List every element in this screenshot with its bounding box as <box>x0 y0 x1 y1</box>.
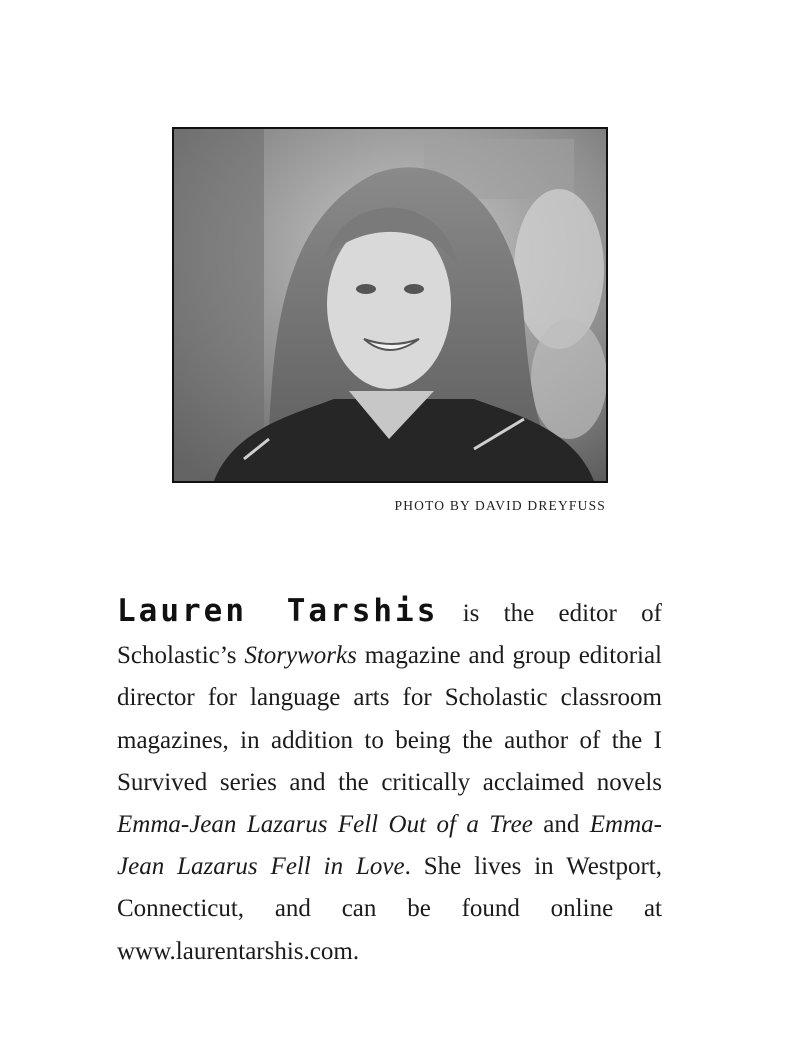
bio-text-1: is the editor of Scholastic’s <box>117 600 662 670</box>
author-photo <box>172 127 608 483</box>
author-name: Lauren Tarshis <box>117 593 439 629</box>
bio-text-4: . She lives in Westport, Connecticut, and can be found online at www.laurentarshis.com. <box>117 853 662 965</box>
author-portrait-image <box>174 129 606 481</box>
author-bio <box>117 590 662 973</box>
photo-credit: PHOTO BY DAVID DREYFUSS <box>394 498 606 513</box>
bio-text-3: and <box>532 811 590 839</box>
novel-title-2: Emma-Jean Lazarus Fell in Love <box>117 811 662 881</box>
novel-title-1: Emma-Jean Lazarus Fell Out of a Tree <box>117 811 533 839</box>
magazine-title: Storyworks <box>244 642 357 670</box>
bio-text-2: magazine and group editorial director for language arts for Scholastic classroom magazines, in addition to being the author of the I Survived series and the critically acclaimed novels <box>117 642 663 796</box>
